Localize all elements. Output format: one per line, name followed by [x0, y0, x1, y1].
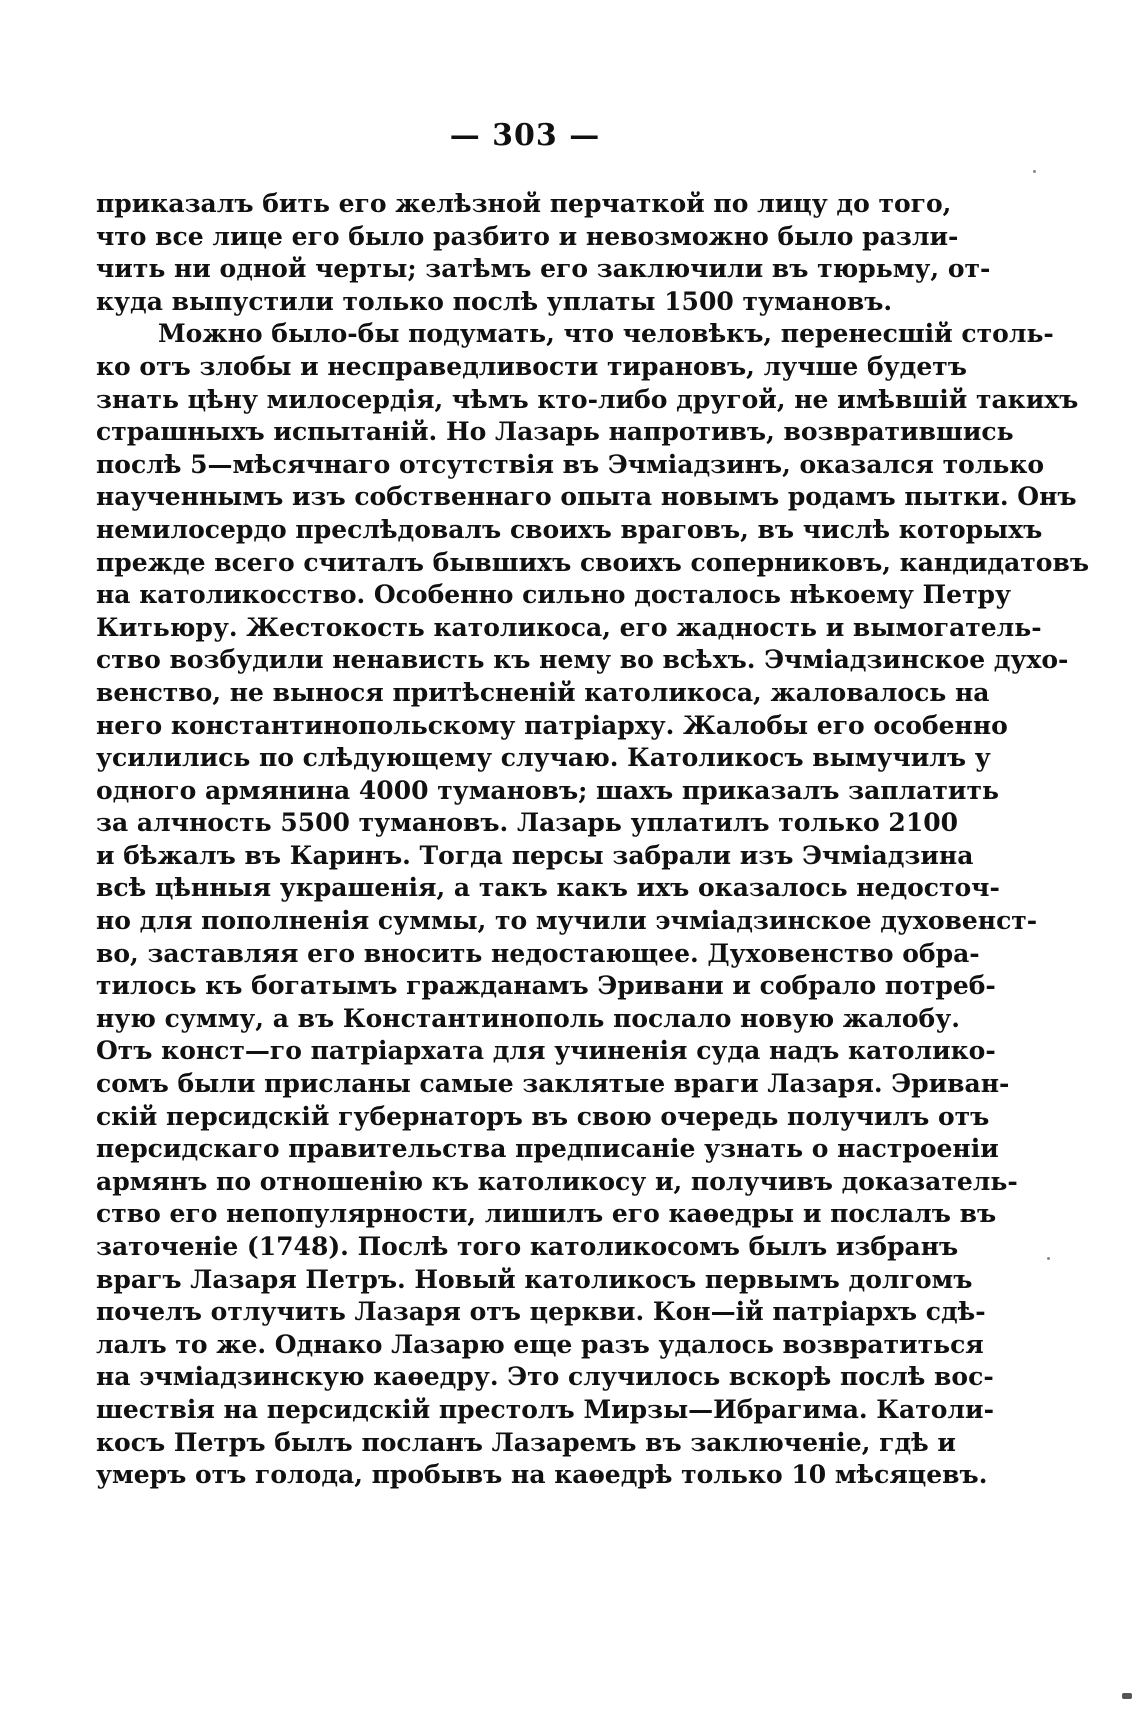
text-line: Можно было-бы подумать, что человѣкъ, перенесшій столь-: [158, 319, 1054, 349]
text-line: Отъ конст—го патріархата для учиненія суда надъ католико-: [96, 1036, 996, 1066]
text-line: Китьюру. Жестокость католикоса, его жадность и вымогатель-: [96, 612, 1042, 642]
text-line: куда выпустили только послѣ уплаты 1500 тумановъ.: [96, 286, 893, 316]
text-line: одного армянина 4000 тумановъ; шахъ приказалъ заплатить: [96, 775, 999, 805]
text-line: персидскаго правительства предписаніе узнать о настроеніи: [96, 1134, 999, 1164]
text-line: тилось къ богатымъ гражданамъ Эривани и собрало потреб-: [96, 971, 996, 1001]
text-line: ную сумму, а въ Константинополь послало новую жалобу.: [96, 1003, 960, 1033]
text-line: прежде всего считалъ бывшихъ своихъ соперниковъ, кандидатовъ: [96, 547, 1089, 577]
text-line: всѣ цѣнныя украшенія, а такъ какъ ихъ оказалось недосточ-: [96, 873, 1000, 903]
text-line: за алчность 5500 тумановъ. Лазарь уплатилъ только 2100: [96, 808, 959, 838]
body-text: [96, 188, 1089, 1492]
text-line: послѣ 5—мѣсячнаго отсутствія въ Эчміадзинъ, оказался только: [96, 449, 1045, 479]
text-line: на католикосство. Особенно сильно досталось нѣкоему Петру: [96, 580, 1012, 610]
text-line: ко отъ злобы и несправедливости тирановъ, лучше будетъ: [96, 351, 967, 381]
text-line: во, заставляя его вносить недостающее. Духовенство обра-: [96, 938, 980, 968]
text-line: шествія на персидскій престолъ Мирзы—Ибрагима. Католи-: [96, 1394, 994, 1424]
text-line: ство его непопулярности, лишилъ его каѳедры и послалъ въ: [96, 1199, 997, 1229]
text-line: приказалъ бить его желѣзной перчаткой по лицу до того,: [96, 189, 952, 218]
text-line: на эчміадзинскую каѳедру. Это случилось вскорѣ послѣ вос-: [96, 1362, 994, 1392]
text-line: наученнымъ изъ собственнаго опыта новымъ родамъ пытки. Онъ: [96, 482, 1077, 512]
text-line: сомъ были присланы самые заклятые враги Лазаря. Эриван-: [96, 1069, 1010, 1099]
text-line: что все лице его было разбито и невозможно было разли-: [96, 221, 959, 251]
page-number: — 303 —: [449, 118, 601, 153]
scan-corner-mark: [1122, 1693, 1132, 1699]
text-line: но для пополненія суммы, то мучили эчміадзинское духовенст-: [96, 906, 1038, 936]
text-line: страшныхъ испытаній. Но Лазарь напротивъ, возвратившись: [96, 417, 1014, 447]
text-line: косъ Петръ былъ посланъ Лазаремъ въ заключеніе, гдѣ и: [96, 1427, 956, 1457]
text-line: заточеніе (1748). Послѣ того католикосомъ былъ избранъ: [96, 1232, 959, 1261]
text-line: знать цѣну милосердія, чѣмъ кто-либо другой, не имѣвшій такихъ: [96, 384, 1079, 414]
text-line: ство возбудили ненависть къ нему во всѣхъ. Эчміадзинское духо-: [96, 645, 1069, 675]
text-line: лалъ то же. Однако Лазарю еще разъ удалось возвратиться: [96, 1329, 984, 1359]
text-line: него константинопольскому патріарху. Жалобы его особенно: [96, 710, 1008, 740]
scan-speck: [1047, 1257, 1050, 1260]
text-line: чить ни одной черты; затѣмъ его заключили въ тюрьму, от-: [96, 254, 991, 284]
text-line: врагъ Лазаря Петръ. Новый католикосъ первымъ долгомъ: [96, 1264, 973, 1294]
text-line: почелъ отлучить Лазаря отъ церкви. Кон—ій патріархъ сдѣ-: [96, 1297, 986, 1327]
text-line: и бѣжалъ въ Каринъ. Тогда персы забрали изъ Эчміадзина: [96, 840, 974, 870]
text-line: венство, не вынося притѣсненій католикоса, жаловалось на: [96, 677, 990, 707]
text-line: усилились по слѣдующему случаю. Католикосъ вымучилъ у: [96, 743, 991, 773]
text-line: умеръ отъ голода, пробывъ на каѳедрѣ только 10 мѣсяцевъ.: [96, 1460, 988, 1490]
text-line: немилосердо преслѣдовалъ своихъ враговъ, въ числѣ которыхъ: [96, 514, 1043, 544]
scan-speck: [1033, 170, 1036, 173]
text-line: скій персидскій губернаторъ въ свою очередь получилъ отъ: [96, 1101, 990, 1131]
text-line: армянъ по отношенію къ католикосу и, получивъ доказатель-: [96, 1166, 1018, 1196]
